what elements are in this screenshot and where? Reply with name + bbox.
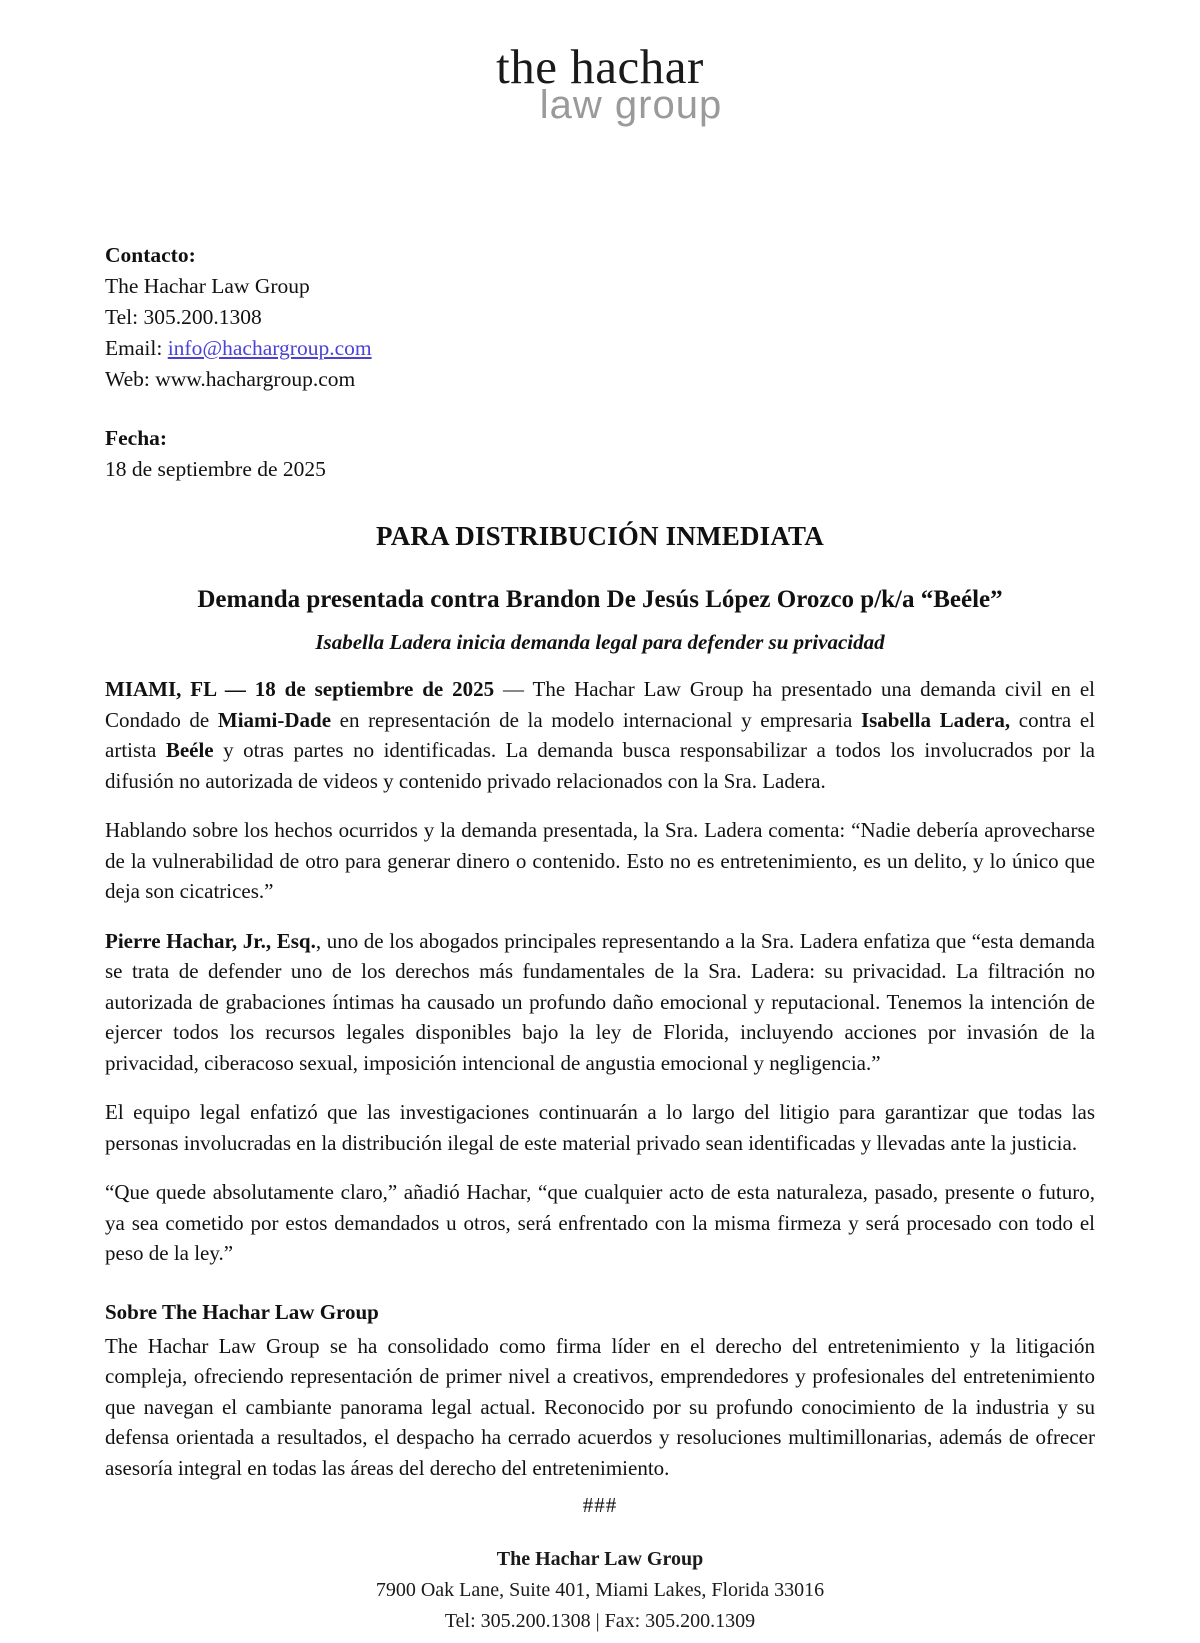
- contact-web-row: [105, 364, 1095, 395]
- lede-text-a: — The Hachar Law Group ha presentado una demanda civil en el Condado de: [105, 677, 1095, 732]
- date-block: [105, 423, 1095, 485]
- contact-email-label: Email:: [105, 336, 168, 360]
- end-of-release-marker: ###: [582, 1493, 618, 1517]
- page-title: Demanda presentada contra Brandon De Jesús López Orozco p/k/a “Beéle”: [197, 586, 1003, 613]
- hachar-law-group-logo: [478, 39, 723, 127]
- letterhead: [0, 0, 1200, 125]
- contact-block: [105, 240, 1095, 395]
- footer-address: 7900 Oak Lane, Suite 401, Miami Lakes, Florida 33016: [375, 1579, 825, 1601]
- plaintiff-name: Isabella Ladera,: [860, 707, 1011, 732]
- document-content: [105, 240, 1095, 1637]
- date-label: Fecha:: [105, 426, 168, 450]
- lede-text-b: en representación de la modelo internacional y empresaria: [331, 707, 861, 732]
- logo-secondary-text: law group: [539, 83, 723, 127]
- for-immediate-release-heading: PARA DISTRIBUCIÓN INMEDIATA: [376, 521, 824, 551]
- contact-label: Contacto:: [105, 243, 196, 267]
- contact-phone-label: Tel:: [105, 305, 144, 329]
- paragraph-ladera-quote: Hablando sobre los hechos ocurridos y la demanda presentada, la Sra. Ladera comenta: “Nadie debería aprovecharse de la vulnerabilidad de otro para generar dinero o contenido. Esto no es entretenimiento, es un delito, y lo único que deja son cicatrices.”: [105, 818, 1095, 903]
- contact-phone-row: [105, 302, 1095, 333]
- attorney-name: Pierre Hachar, Jr., Esq.: [105, 928, 316, 953]
- logo-primary-text: the hachar: [496, 39, 704, 94]
- contact-email-row: [105, 333, 1095, 364]
- lede-text-d: y otras partes no identificadas. La demanda busca responsabilizar a todos los involucrados por la difusión no autorizada de videos y contenido privado relacionados con la Sra. Ladera.: [105, 738, 1095, 793]
- about-section-title: Sobre The Hachar Law Group: [105, 1299, 379, 1324]
- contact-phone-value: 305.200.1308: [143, 305, 262, 329]
- contact-firm-name: The Hachar Law Group: [105, 274, 310, 298]
- paragraph-investigations: El equipo legal enfatizó que las investigaciones continuarán a lo largo del litigio para garantizar que todas las personas involucradas en la distribución ilegal de este material privado sean identificadas y llevadas ante la justicia.: [105, 1100, 1095, 1155]
- about-section-body: The Hachar Law Group se ha consolidado como firma líder en el derecho del entretenimiento y la litigación compleja, ofreciendo representación de primer nivel a creativos, emprendedores y profesionales del entretenimiento que navegan el cambiante panorama legal actual. Reconocido por su profundo conocimiento de la industria y su defensa orientada a resultados, el despacho ha cerrado acuerdos y resoluciones multimillonarias, además de ofrecer asesoría integral en todas las áreas del derecho del entretenimiento.: [105, 1333, 1095, 1480]
- footer-phones: Tel: 305.200.1308 | Fax: 305.200.1309: [444, 1610, 756, 1632]
- county-name: Miami-Dade: [217, 707, 332, 732]
- lede-text-c: contra el artista: [105, 707, 1095, 762]
- footer-firm-name: The Hachar Law Group: [496, 1548, 704, 1570]
- date-value: 18 de septiembre de 2025: [105, 457, 326, 481]
- dateline: MIAMI, FL — 18 de septiembre de 2025: [105, 677, 495, 701]
- hachar-quote-text: , uno de los abogados principales representando a la Sra. Ladera enfatiza que “esta demanda se trata de defender uno de los derechos más fundamentales de la Sra. Ladera: su privacidad. La filtración no autorizada de grabaciones íntimas ha causado un profundo daño emocional y reputacional. Tenemos la intención de ejercer todos los recursos legales disponibles bajo la ley de Florida, incluyendo acciones por invasión de la privacidad, ciberacoso sexual, imposición intencional de angustia emocional y negligencia.”: [105, 928, 1096, 1075]
- contact-web-label: Web:: [105, 367, 156, 391]
- contact-web-value: www.hachargroup.com: [155, 367, 356, 391]
- footer-block: [105, 1544, 1095, 1637]
- subheadline: Isabella Ladera inicia demanda legal para defender su privacidad: [315, 630, 885, 654]
- defendant-name: Beéle: [165, 738, 214, 762]
- contact-email-link[interactable]: info@hachargroup.com: [167, 336, 372, 360]
- paragraph-hachar-quote: [105, 926, 1095, 1079]
- paragraph-closing-quote: “Que quede absolutamente claro,” añadió Hachar, “que cualquier acto de esta naturaleza, pasado, presente o futuro, ya sea cometido por estos demandados u otros, será enfrentado con la misma firmeza y será procesado con todo el peso de la ley.”: [105, 1180, 1095, 1265]
- paragraph-lede: [105, 674, 1095, 796]
